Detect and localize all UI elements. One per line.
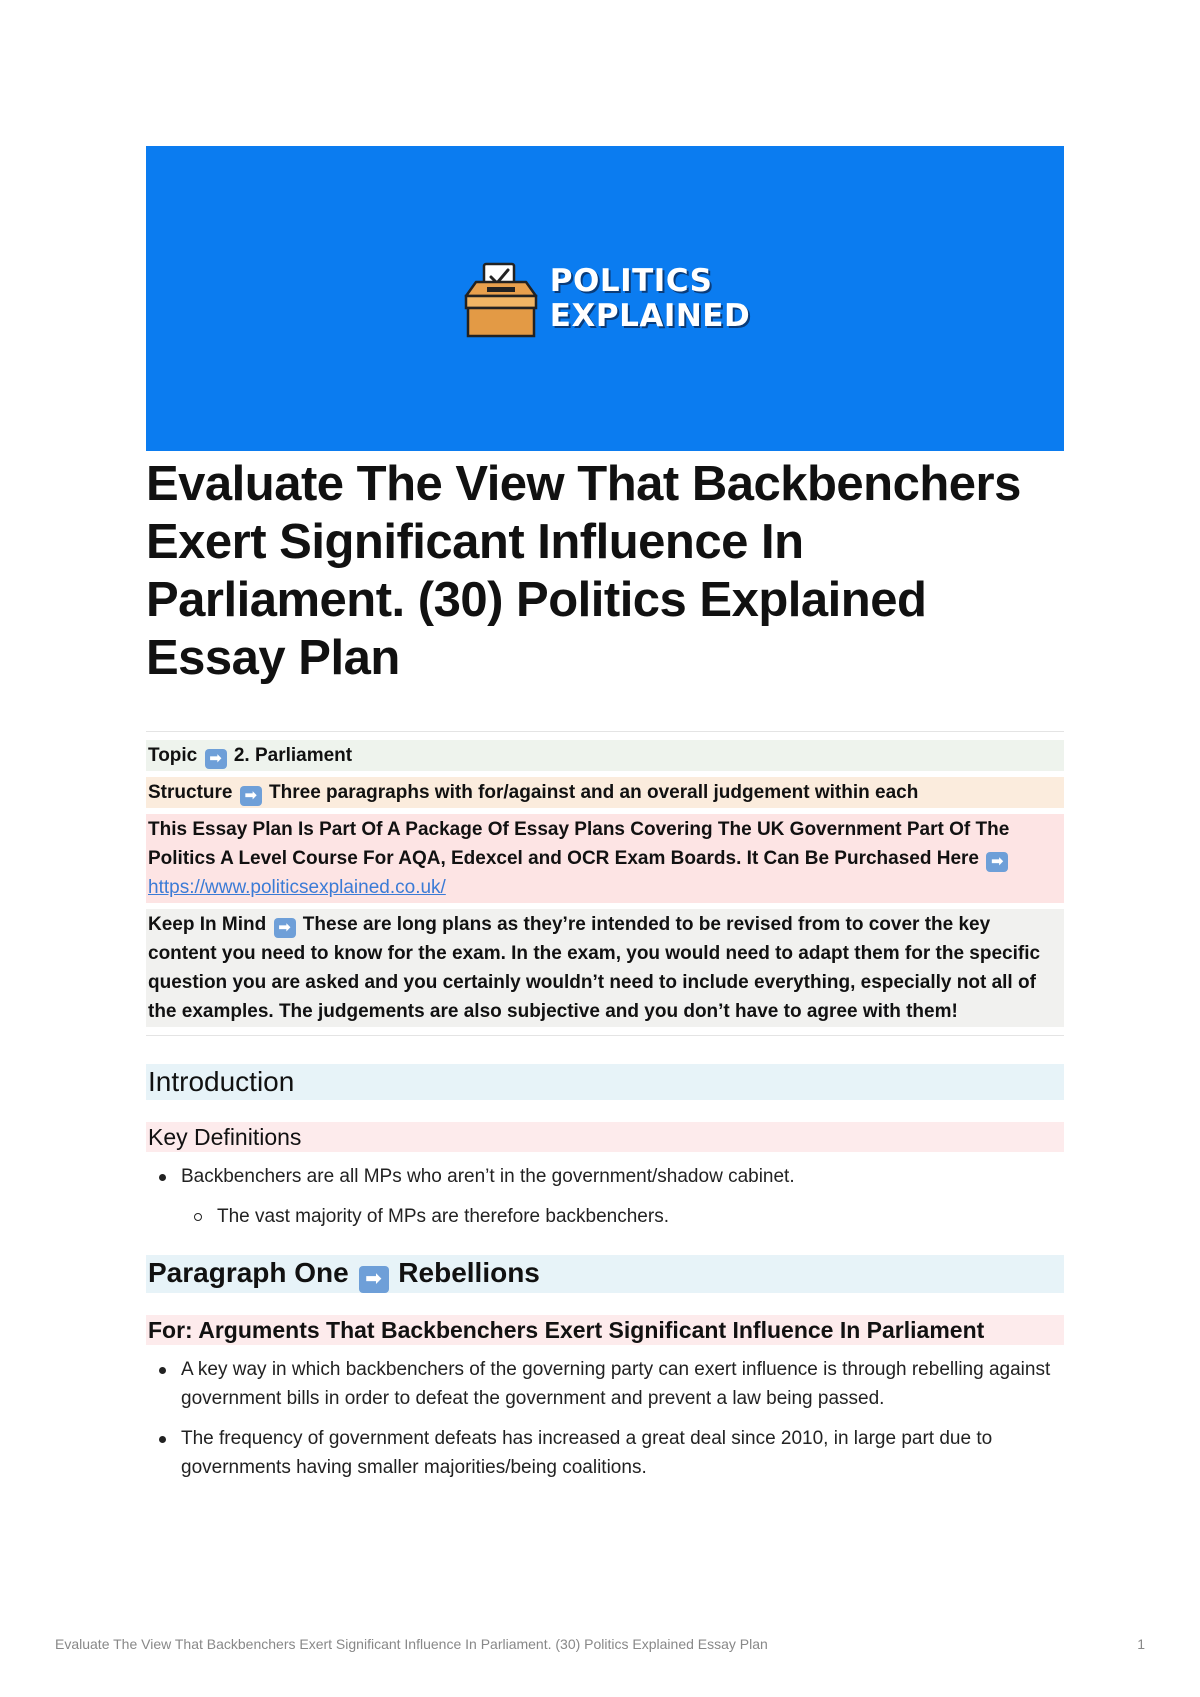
structure-label: Structure — [148, 782, 233, 803]
paragraph-one-label: Paragraph One — [148, 1257, 349, 1288]
list-item: The frequency of government defeats has increased a great deal since 2010, in large part due to governments having smaller majorities/being coalitions. — [146, 1424, 1064, 1482]
paragraph-one-heading — [146, 1255, 1064, 1293]
arrow-right-icon: ➡ — [274, 918, 296, 938]
topic-label: Topic — [148, 745, 198, 766]
keep-label: Keep In Mind — [148, 914, 267, 935]
structure-row — [146, 777, 1064, 808]
topic-value: 2. Parliament — [233, 745, 353, 766]
keep-text: These are long plans as they’re intended to be revised from to cover the key content you need to know for the exam. In the exam, you would need to adapt them for the specific question you are asked and you certainly wouldn’t need to include everything, especially not all of the examples. The judgements are also subjective and you don’t have to agree with them! — [148, 914, 1041, 1022]
politics-explained-logo — [460, 260, 750, 338]
list-item: A key way in which backbenchers of the governing party can exert influence is through rebelling against government bills in order to defeat the government and prevent a law being passed. — [146, 1355, 1064, 1413]
cover-banner — [146, 146, 1064, 451]
package-row — [146, 814, 1064, 903]
logo-text-line1: POLITICS — [549, 262, 713, 299]
package-text: This Essay Plan Is Part Of A Package Of Essay Plans Covering The UK Government Part Of The Politics A Level Course For AQA, Edexcel and OCR Exam Boards. It Can Be Purchased Here — [148, 819, 1010, 869]
page-footer — [55, 1636, 1145, 1652]
arrow-right-icon: ➡ — [240, 786, 262, 806]
definitions-list — [146, 1162, 1064, 1231]
for-arguments-list — [146, 1355, 1064, 1482]
ballot-box-icon — [460, 260, 542, 338]
arrow-right-icon: ➡ — [359, 1266, 389, 1293]
paragraph-one-topic: Rebellions — [398, 1257, 540, 1288]
for-arguments-heading: For: Arguments That Backbenchers Exert Significant Influence In Parliament — [146, 1315, 1064, 1345]
list-sub-item: The vast majority of MPs are therefore backbenchers. — [146, 1202, 1064, 1231]
footer-title: Evaluate The View That Backbenchers Exert Significant Influence In Parliament. (30) Politics Explained Essay Plan — [55, 1636, 768, 1652]
keep-in-mind-row — [146, 909, 1064, 1027]
page-title: Evaluate The View That Backbenchers Exert Significant Influence In Parliament. (30) Politics Explained Essay Plan — [146, 457, 1021, 685]
page-number: 1 — [1137, 1636, 1145, 1652]
introduction-heading: Introduction — [146, 1064, 1064, 1100]
arrow-right-icon: ➡ — [986, 852, 1008, 872]
list-item: Backbenchers are all MPs who aren’t in the government/shadow cabinet. — [146, 1162, 1064, 1191]
divider — [146, 1035, 1064, 1036]
page — [146, 146, 1064, 1493]
structure-value: Three paragraphs with for/against and an overall judgement within each — [269, 782, 919, 803]
topic-row — [146, 740, 1064, 771]
logo-text-line2: EXPLAINED — [549, 297, 751, 334]
divider — [146, 731, 1064, 732]
key-definitions-heading: Key Definitions — [146, 1122, 1064, 1152]
arrow-right-icon: ➡ — [205, 749, 227, 769]
purchase-link[interactable]: https://www.politicsexplained.co.uk/ — [148, 877, 446, 898]
